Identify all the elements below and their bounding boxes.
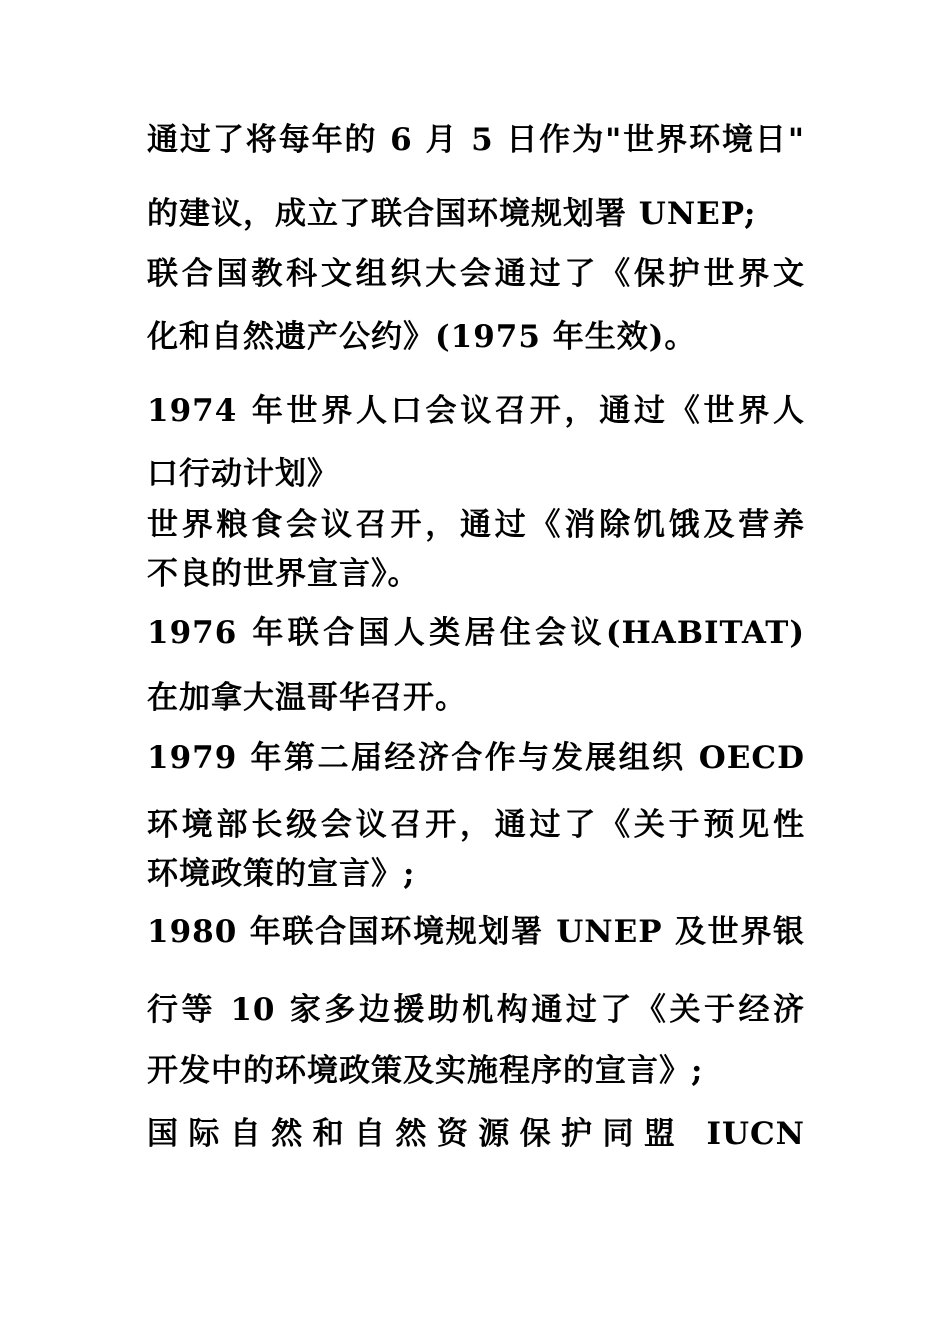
- text-line: 1976 年联合国人类居住会议(HABITAT): [147, 615, 805, 651]
- text-line: 化和自然遗产公约》(1975 年生效)。: [147, 319, 697, 355]
- text-line: 世界粮食会议召开，通过《消除饥饿及营养: [147, 507, 805, 543]
- text-line: 行等 10 家多边援助机构通过了《关于经济: [147, 992, 805, 1028]
- text-line: 口行动计划》: [147, 456, 339, 492]
- text-line: 在加拿大温哥华召开。: [147, 680, 467, 716]
- text-line: 联合国教科文组织大会通过了《保护世界文: [147, 256, 805, 292]
- text-line: 1979 年第二届经济合作与发展组织 OECD: [147, 740, 805, 776]
- text-line: 1980 年联合国环境规划署 UNEP 及世界银: [147, 914, 805, 950]
- text-line: 1974 年世界人口会议召开，通过《世界人: [147, 393, 805, 429]
- text-line: 国际自然和自然资源保护同盟 IUCN: [147, 1116, 805, 1152]
- text-line: 环境部长级会议召开，通过了《关于预见性: [147, 807, 805, 843]
- text-line: 环境政策的宣言》;: [147, 856, 416, 892]
- text-line: 不良的世界宣言》。: [147, 556, 420, 592]
- text-line: 通过了将每年的 6 月 5 日作为"世界环境日": [147, 122, 805, 158]
- text-line: 开发中的环境政策及实施程序的宣言》;: [147, 1053, 704, 1089]
- text-line: 的建议，成立了联合国环境规划署 UNEP;: [147, 196, 757, 232]
